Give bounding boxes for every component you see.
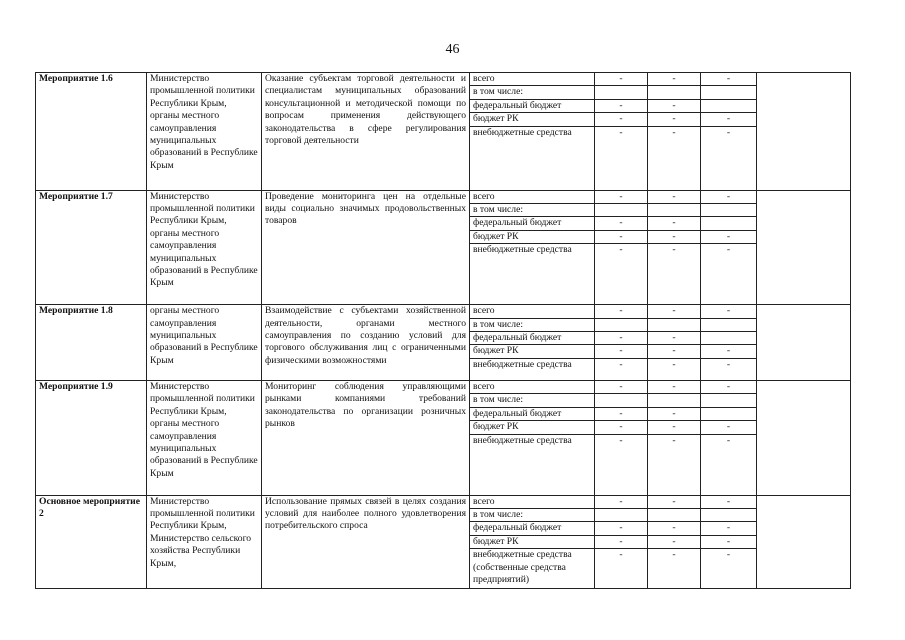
notes-cell (757, 380, 851, 495)
funding-value-year-3: - (701, 305, 757, 318)
table-row (36, 305, 851, 318)
funding-source: в том числе: (470, 318, 595, 331)
activity-name: Основное мероприятие 2 (36, 495, 147, 589)
funding-value-year-2 (648, 86, 701, 99)
funding-value-year-3: - (701, 73, 757, 86)
activity-description: Использование прямых связей в целях создания условий для наиболее полного удовлетворения потребительского спроса (262, 495, 470, 589)
funding-value-year-1: - (595, 345, 648, 358)
page-number: 46 (445, 42, 460, 57)
funding-value-year-1: - (595, 535, 648, 548)
activity-name: Мероприятие 1.9 (36, 380, 147, 495)
funding-value-year-1 (595, 318, 648, 331)
funding-value-year-3: - (701, 380, 757, 393)
funding-value-year-1: - (595, 305, 648, 318)
funding-source: всего (470, 380, 595, 393)
activity-description: Оказание субъектам торговой деятельности и специалистам муниципальных образований консультационной и методической помощи по вопросам применения действующего законодательства в сфере регулирования торговой деятельности (262, 73, 470, 191)
funding-value-year-1: - (595, 380, 648, 393)
notes-cell (757, 73, 851, 191)
funding-value-year-3: - (701, 522, 757, 535)
funding-source: федеральный бюджет (470, 217, 595, 230)
funding-source: в том числе: (470, 204, 595, 217)
funding-value-year-2: - (648, 332, 701, 345)
notes-cell (757, 190, 851, 305)
funding-value-year-1: - (595, 244, 648, 305)
funding-source: федеральный бюджет (470, 332, 595, 345)
table-row (36, 380, 851, 393)
funding-value-year-1: - (595, 522, 648, 535)
funding-value-year-3 (701, 332, 757, 345)
funding-source: внебюджетные средства (собственные средства предприятий) (470, 549, 595, 589)
funding-value-year-3 (701, 204, 757, 217)
activity-name: Мероприятие 1.7 (36, 190, 147, 305)
funding-source: внебюджетные средства (470, 244, 595, 305)
funding-value-year-1: - (595, 230, 648, 243)
funding-value-year-2: - (648, 217, 701, 230)
funding-source: федеральный бюджет (470, 522, 595, 535)
funding-source: в том числе: (470, 394, 595, 407)
funding-source: бюджет РК (470, 113, 595, 126)
funding-source: бюджет РК (470, 230, 595, 243)
funding-value-year-2 (648, 508, 701, 521)
table-row (36, 73, 851, 86)
activity-name: Мероприятие 1.8 (36, 305, 147, 381)
funding-source: в том числе: (470, 86, 595, 99)
funding-value-year-3 (701, 394, 757, 407)
funding-value-year-3 (701, 217, 757, 230)
activity-executor: Министерство промышленной политики Республики Крым, органы местного самоуправления муниципальных образований в Республике Крым (147, 380, 262, 495)
activity-description: Проведение мониторинга цен на отдельные виды социально значимых продовольственных товаров (262, 190, 470, 305)
funding-value-year-2 (648, 204, 701, 217)
table-row (36, 495, 851, 508)
funding-source: федеральный бюджет (470, 99, 595, 112)
funding-source: всего (470, 495, 595, 508)
funding-value-year-1: - (595, 434, 648, 495)
funding-value-year-3 (701, 508, 757, 521)
funding-value-year-3: - (701, 126, 757, 190)
funding-value-year-2: - (648, 244, 701, 305)
funding-value-year-2: - (648, 113, 701, 126)
funding-value-year-1: - (595, 332, 648, 345)
funding-value-year-3: - (701, 190, 757, 203)
funding-source: бюджет РК (470, 535, 595, 548)
funding-value-year-1: - (595, 113, 648, 126)
activity-name: Мероприятие 1.6 (36, 73, 147, 191)
funding-source: внебюджетные средства (470, 126, 595, 190)
funding-value-year-2: - (648, 190, 701, 203)
funding-value-year-2: - (648, 549, 701, 589)
funding-value-year-1: - (595, 549, 648, 589)
funding-value-year-2: - (648, 434, 701, 495)
table-body (36, 73, 851, 589)
activity-description: Взаимодействие с субъектами хозяйственной деятельности, органами местного самоуправления по созданию условий для торгового обслуживания лиц с ограниченными физическими возможностями (262, 305, 470, 381)
funding-source: федеральный бюджет (470, 407, 595, 420)
funding-value-year-3: - (701, 549, 757, 589)
activity-executor: Министерство промышленной политики Республики Крым, Министерство сельского хозяйства Республики Крым, (147, 495, 262, 589)
funding-value-year-3 (701, 86, 757, 99)
funding-value-year-3: - (701, 535, 757, 548)
funding-value-year-1: - (595, 217, 648, 230)
funding-value-year-3: - (701, 113, 757, 126)
funding-source: всего (470, 190, 595, 203)
funding-value-year-1: - (595, 99, 648, 112)
activity-executor: Министерство промышленной политики Республики Крым, органы местного самоуправления муниципальных образований в Республике Крым (147, 190, 262, 305)
funding-value-year-1 (595, 394, 648, 407)
funding-value-year-1 (595, 508, 648, 521)
funding-value-year-2: - (648, 305, 701, 318)
funding-value-year-2: - (648, 230, 701, 243)
funding-value-year-1: - (595, 421, 648, 434)
funding-value-year-1: - (595, 126, 648, 190)
funding-value-year-3 (701, 318, 757, 331)
funding-value-year-3: - (701, 230, 757, 243)
funding-source: всего (470, 305, 595, 318)
funding-value-year-3: - (701, 358, 757, 380)
funding-value-year-1: - (595, 407, 648, 420)
funding-value-year-2 (648, 394, 701, 407)
funding-value-year-2: - (648, 407, 701, 420)
notes-cell (757, 305, 851, 381)
funding-value-year-1: - (595, 73, 648, 86)
notes-cell (757, 495, 851, 589)
funding-value-year-3: - (701, 421, 757, 434)
funding-value-year-2: - (648, 358, 701, 380)
funding-source: внебюджетные средства (470, 434, 595, 495)
funding-value-year-1: - (595, 190, 648, 203)
funding-value-year-3 (701, 407, 757, 420)
funding-value-year-1 (595, 86, 648, 99)
funding-source: бюджет РК (470, 421, 595, 434)
funding-value-year-3: - (701, 434, 757, 495)
activity-description: Мониторинг соблюдения управляющими рынками компаниями требований законодательства по организации розничных рынков (262, 380, 470, 495)
funding-value-year-2: - (648, 73, 701, 86)
funding-source: всего (470, 73, 595, 86)
table-row (36, 190, 851, 203)
activity-executor: органы местного самоуправления муниципальных образований в Республике Крым (147, 305, 262, 381)
funding-value-year-2: - (648, 99, 701, 112)
funding-source: бюджет РК (470, 345, 595, 358)
funding-value-year-2: - (648, 522, 701, 535)
funding-value-year-2: - (648, 421, 701, 434)
activity-executor: Министерство промышленной политики Республики Крым, органы местного самоуправления муниципальных образований в Республике Крым (147, 73, 262, 191)
program-activities-table (35, 72, 851, 589)
funding-value-year-2: - (648, 495, 701, 508)
funding-value-year-2: - (648, 535, 701, 548)
funding-value-year-2: - (648, 126, 701, 190)
funding-value-year-1: - (595, 358, 648, 380)
funding-value-year-2 (648, 318, 701, 331)
funding-value-year-3: - (701, 345, 757, 358)
funding-value-year-3 (701, 99, 757, 112)
funding-value-year-3: - (701, 244, 757, 305)
funding-value-year-2: - (648, 380, 701, 393)
funding-value-year-1: - (595, 495, 648, 508)
funding-source: в том числе: (470, 508, 595, 521)
funding-value-year-2: - (648, 345, 701, 358)
funding-value-year-1 (595, 204, 648, 217)
funding-source: внебюджетные средства (470, 358, 595, 380)
funding-value-year-3: - (701, 495, 757, 508)
